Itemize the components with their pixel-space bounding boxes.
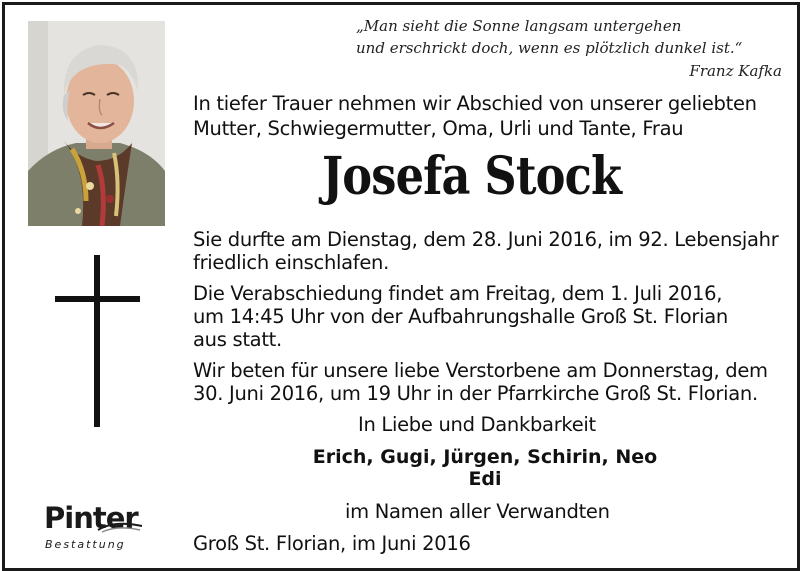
cross-vertical-bar [94, 255, 100, 427]
cross-horizontal-bar [55, 296, 140, 302]
paragraph-2-line-3: aus statt. [193, 328, 282, 351]
quote-line-2: und erschrickt doch, wenn es plötzlich dunkel ist.“ [356, 39, 743, 57]
portrait-photo [28, 21, 165, 226]
paragraph-1-line-2: friedlich einschlafen. [193, 251, 389, 274]
paragraph-3-line-1: Wir beten für unsere liebe Verstorbene am Donnerstag, dem [193, 359, 768, 382]
mourners-names-line-1: Erich, Gugi, Jürgen, Schirin, Neo [312, 446, 658, 468]
mourners-names-line-2: Edi [468, 468, 502, 490]
paragraph-3-line-2: 30. Juni 2016, um 19 Uhr in der Pfarrkirche Groß St. Florian. [193, 382, 758, 405]
paragraph-2-line-1: Die Verabschiedung findet am Freitag, dem 1. Juli 2016, [193, 282, 723, 305]
intro-line-2: Mutter, Schwiegermutter, Oma, Urli und Tante, Frau [193, 117, 684, 140]
paragraph-2-line-2: um 14:45 Uhr von der Aufbahrungshalle Groß St. Florian [193, 305, 728, 328]
place-date: Groß St. Florian, im Juni 2016 [193, 532, 471, 555]
quote-author: Franz Kafka [689, 62, 782, 80]
relatives-line: im Namen aller Verwandten [345, 500, 610, 523]
logo-swoosh-icon [96, 520, 146, 534]
paragraph-1-line-1: Sie durfte am Dienstag, dem 28. Juni 2016, im 92. Lebensjahr [193, 228, 779, 251]
intro-line-1: In tiefer Trauer nehmen wir Abschied von unserer geliebten [193, 92, 757, 115]
logo-name: Pinter [44, 501, 138, 535]
closing-love: In Liebe und Dankbarkeit [358, 413, 596, 436]
portrait-illustration [28, 21, 165, 226]
deceased-name: Josefa Stock [322, 146, 622, 207]
quote-line-1: „Man sieht die Sonne langsam untergehen [356, 17, 682, 35]
logo-subtitle: Bestattung [45, 538, 126, 551]
